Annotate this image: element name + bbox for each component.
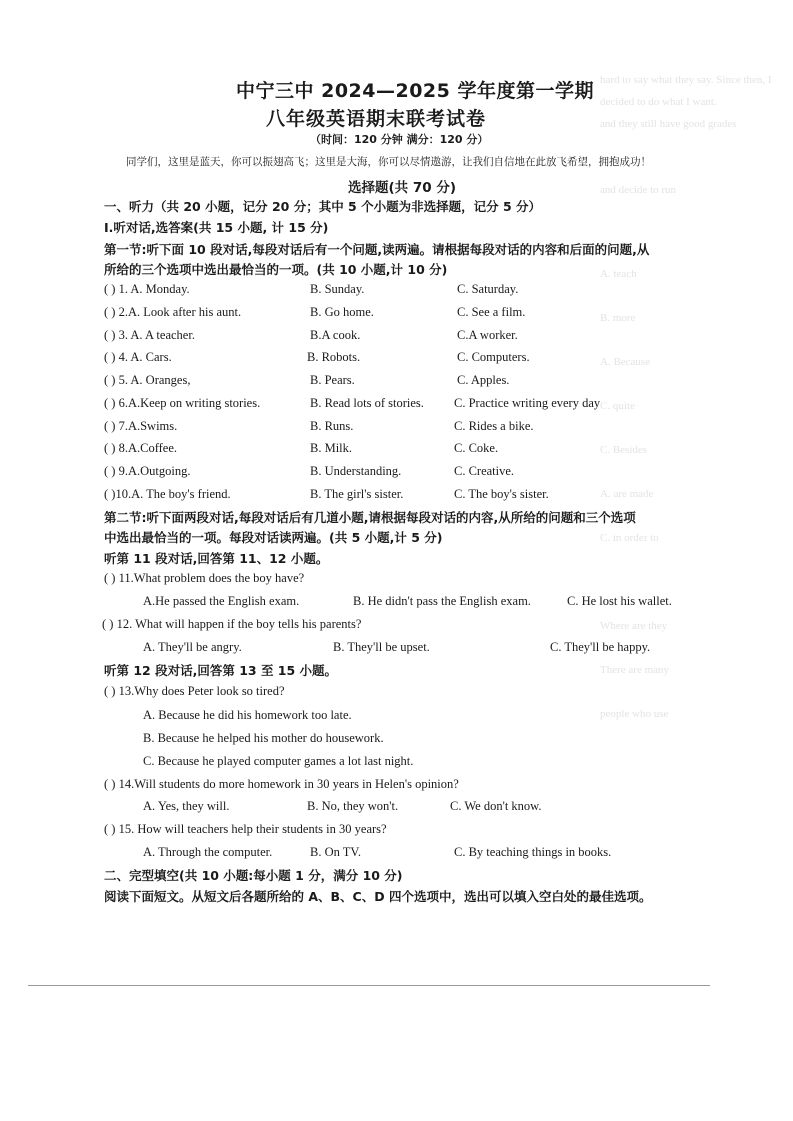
section-title: 选择题(共 70 分) — [348, 180, 457, 196]
encouragement-motto: 同学们，这里是蓝天，你可以振翅高飞；这里是大海，你可以尽情遨游，让我们自信地在此放飞希望，拥抱成功！ — [126, 156, 651, 168]
question-15-option-a: A. Through the computer. — [143, 845, 273, 859]
exam-school-title: 中宁三中 2024—2025 学年度第一学期 — [236, 80, 594, 102]
time-score-info: （时间：120 分钟 满分：120 分） — [310, 133, 489, 146]
cloze-heading: 二、完型填空(共 10 小题:每小题 1 分，满分 10 分) — [104, 868, 403, 883]
option-b: B. Sunday. — [310, 282, 365, 296]
question-15-option-b: B. On TV. — [310, 845, 361, 859]
option-b: B. Go home. — [310, 305, 374, 319]
question-stem: ( ) 6.A.Keep on writing stories. — [104, 396, 261, 410]
option-b: B. The girl's sister. — [310, 487, 404, 501]
question-14-stem: ( ) 14.Will students do more homework in 30 years in Helen's opinion? — [104, 777, 459, 791]
option-b: B. Pears. — [310, 373, 355, 387]
dialog-11-heading: 听第 11 段对话,回答第 11、12 小题。 — [104, 551, 329, 566]
option-c: C. Practice writing every day — [454, 396, 601, 410]
question-stem: ( )10.A. The boy's friend. — [104, 487, 231, 501]
question-stem: ( ) 4. A. Cars. — [104, 350, 172, 364]
option-b: B. Understanding. — [310, 464, 402, 478]
question-11-stem: ( ) 11.What problem does the boy have? — [104, 571, 305, 585]
question-stem: ( ) 2.A. Look after his aunt. — [104, 305, 242, 319]
option-b: B. Read lots of stories. — [310, 396, 424, 410]
option-c: C. See a film. — [457, 305, 526, 319]
option-b: B. Milk. — [310, 441, 353, 455]
question-12-option-c: C. They'll be happy. — [550, 640, 651, 654]
question-13-option-a: A. Because he did his homework too late. — [143, 708, 352, 722]
option-c: C. Apples. — [457, 373, 510, 387]
question-13-option-b: B. Because he helped his mother do housework. — [143, 731, 384, 745]
question-stem: ( ) 8.A.Coffee. — [104, 441, 178, 455]
question-stem: ( ) 5. A. Oranges, — [104, 373, 191, 387]
question-stem: ( ) 1. A. Monday. — [104, 282, 190, 296]
question-stem: ( ) 3. A. A teacher. — [104, 328, 195, 342]
question-15-option-c: C. By teaching things in books. — [454, 845, 612, 859]
option-c: C. The boy's sister. — [454, 487, 549, 501]
listening-heading: 一、听力（共 20 小题，记分 20 分；其中 5 个小题为非选择题，记分 5 分） — [104, 199, 542, 214]
question-stem: ( ) 9.A.Outgoing. — [104, 464, 191, 478]
listening-sub-heading: I.听对话,选答案(共 15 小题, 计 15 分) — [104, 220, 329, 235]
option-c: C. Creative. — [454, 464, 515, 478]
question-11-option-b: B. He didn't pass the English exam. — [353, 594, 531, 608]
option-b: B.A cook. — [310, 328, 361, 342]
question-12-option-b: B. They'll be upset. — [333, 640, 430, 654]
cloze-instruction: 阅读下面短文。从短文后各题所给的 A、B、C、D 四个选项中，选出可以填入空白处的最佳选项。 — [104, 889, 652, 904]
question-14-option-a: A. Yes, they will. — [143, 799, 230, 813]
question-13-stem: ( ) 13.Why does Peter look so tired? — [104, 684, 285, 698]
option-b: B. Runs. — [310, 419, 354, 433]
option-c: C. Computers. — [457, 350, 530, 364]
question-12-stem: ( ) 12. What will happen if the boy tells his parents? — [102, 617, 362, 631]
option-c: C. Coke. — [454, 441, 499, 455]
section1-instruction-line1: 第一节:听下面 10 段对话,每段对话后有一个问题,读两遍。请根据每段对话的内容和后面的问题,从 — [104, 242, 650, 257]
question-14-option-b: B. No, they won't. — [307, 799, 399, 813]
exam-title: 八年级英语期末联考试卷 — [266, 108, 487, 130]
section2-instruction-line1: 第二节:听下面两段对话,每段对话后有几道小题,请根据每段对话的内容,从所给的问题和三个选项 — [104, 510, 636, 525]
section1-instruction-line2: 所给的三个选项中选出最恰当的一项。(共 10 小题,计 10 分) — [104, 262, 448, 277]
option-b: B. Robots. — [307, 350, 361, 364]
question-15-stem: ( ) 15. How will teachers help their students in 30 years? — [104, 822, 387, 836]
page-bottom-divider — [28, 985, 710, 986]
option-c: C.A worker. — [457, 328, 518, 342]
question-11-option-c: C. He lost his wallet. — [567, 594, 672, 608]
question-12-option-a: A. They'll be angry. — [143, 640, 242, 654]
dialog-12-heading: 听第 12 段对话,回答第 13 至 15 小题。 — [104, 663, 338, 678]
question-stem: ( ) 7.A.Swims. — [104, 419, 178, 433]
option-c: C. Saturday. — [457, 282, 519, 296]
question-14-option-c: C. We don't know. — [450, 799, 542, 813]
section2-instruction-line2: 中选出最恰当的一项。每段对话读两遍。(共 5 小题,计 5 分) — [104, 530, 443, 545]
exam-page: hard to say what they say. Since then, I decided to do what I want. and they still have good grades and decide to run A. teach B. more A. Because C. quite C. Besides A. are made C. in order to Where are they There are many people who use 中宁三中 2024—2025 学年度第一学期 八年级英语期末联考试卷 （时间：120 分钟 满分：120 分） 同学们，这里是蓝天，你可以振翅高飞；这里是大海，你可以尽情遨游，让我们自信地在此放飞希望，拥抱成功！ 选择题(共 70 分) 一、听力（共 20 小题，记分 20 分；其中 5 个小题为非选择题，记分 5 分） I.听对话,选答案(共 15 小题, 计 15 分) 第一节:听下面 10 段对话,每段对话后有一个问题,读两遍。请根据每段对话的内容和后面的问题,从 所给的三个选项中选出最恰当的一项。(共 10 小题,计 10 分) ( ) 1. A. Monday. B. Sunday. C. Saturday. ( ) 2.A. Look after his aunt. B. Go home. C. See a film. ( ) 3. A. A teacher. B.A cook. C.A worker. ( ) 4. A. Cars. B. Robots. C. Computers. ( ) 5. A. Oranges, B. Pears. C. Apples. ( ) 6.A.Keep on writing stories. B. Read lots of stories. C. Practice writing every day ( ) 7.A.Swims. B. Runs. C. Rides a bike. ( ) 8.A.Coffee. B. Milk. C. Coke. ( ) 9.A.Outgoing. B. Understanding. C. Creative. ( )10.A. The boy's friend. B. The girl's sister. C. The boy's sister. 第二节:听下面两段对话,每段对话后有几道小题,请根据每段对话的内容,从所给的问题和三个选项 中选出最恰当的一项。每段对话读两遍。(共 5 小题,计 5 分) 听第 11 段对话,回答第 11、12 小题。 ( ) 11.What problem does the boy have? A.He passed the English exam. B. He didn't pass the English exam. C. He lost his wallet. ( ) 12. What will happen if the boy tells his parents? A. They'll be angry. B. They'll be upset. C. They'll be happy. 听第 12 段对话,回答第 13 至 15 小题。 ( ) 13.Why does Peter look so tired? A. Because he did his homework too late. B. Because he helped his mother do housework. C. Because he played computer games a lot last night. ( ) 14.Will students do more homework in 30 years in Helen's opinion? A. Yes, they will. B. No, they won't. C. We don't know. ( ) 15. How will teachers help their students in 30 years? A. Through the computer. B. On TV. C. By teaching things in books. 二、完型填空(共 10 小题:每小题 1 分，满分 10 分) 阅读下面短文。从短文后各题所给的 A、B、C、D 四个选项中，选出可以填入空白处的最佳选项。 — [0, 0, 793, 1121]
question-13-option-c: C. Because he played computer games a lot last night. — [143, 754, 414, 768]
option-c: C. Rides a bike. — [454, 419, 534, 433]
question-11-option-a: A.He passed the English exam. — [143, 594, 300, 608]
